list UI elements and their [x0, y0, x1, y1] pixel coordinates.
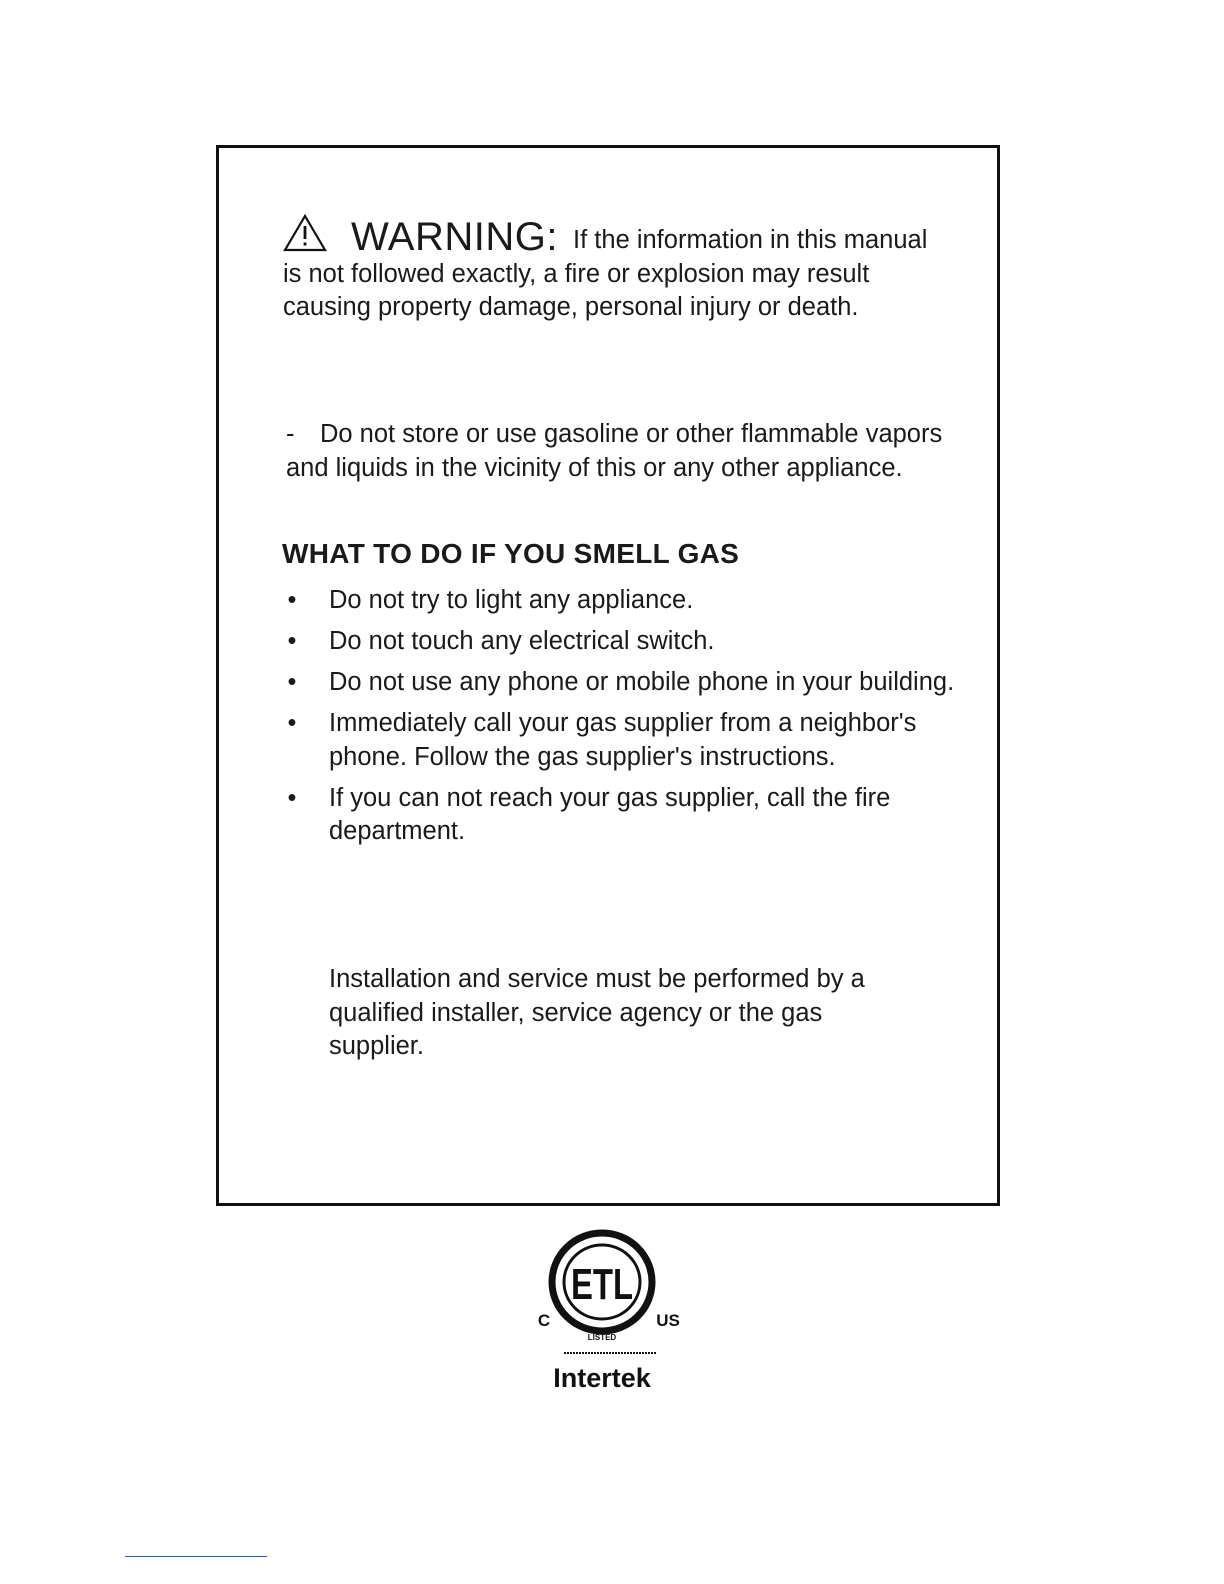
flammable-storage-text: Do not store or use gasoline or other flammable vapors and liquids in the vicinity of this or any other appliance.: [286, 420, 943, 482]
us-label: US: [656, 1311, 680, 1330]
bullet-marker: •: [287, 783, 297, 812]
list-item-text: Do not try to light any appliance.: [329, 586, 694, 614]
bullet-marker: •: [287, 627, 297, 655]
list-item-text: Do not touch any electrical switch.: [329, 627, 715, 655]
warning-statement: [283, 214, 963, 325]
list-item: [282, 666, 962, 700]
installation-note: Installation and service must be performed by a qualified installer, service agency or the gas supplier.: [329, 965, 865, 1060]
warning-text-line-3: causing property damage, personal injury or death.: [283, 293, 859, 321]
list-item: [282, 584, 962, 618]
bullet-marker: •: [287, 709, 297, 737]
list-item: [282, 625, 962, 659]
etl-listed-icon: [534, 1228, 690, 1398]
listed-label: LISTED: [587, 1333, 617, 1342]
canada-label: C: [537, 1311, 551, 1330]
bullet-marker: •: [287, 586, 297, 614]
intertek-brand: Intertek: [553, 1363, 651, 1393]
warning-triangle-icon: [283, 214, 327, 252]
list-item-text: Immediately call your gas supplier from a neighbor's phone. Follow the gas supplier's instructions.: [329, 709, 917, 771]
flammable-storage-notice: [286, 418, 946, 485]
gas-instructions-list: [282, 584, 962, 856]
list-item-text: Do not use any phone or mobile phone in your building.: [329, 668, 955, 696]
list-item-text: If you can not reach your gas supplier, call the fire department.: [329, 783, 891, 845]
warning-box: [216, 145, 1000, 1206]
dash-marker: -: [286, 420, 295, 448]
list-item: [282, 782, 962, 849]
warning-text-line-1: If the information in this manual: [573, 226, 928, 254]
bullet-marker: •: [287, 668, 297, 696]
warning-title: WARNING:: [351, 215, 558, 259]
warning-text-line-2: is not followed exactly, a fire or explosion may result: [283, 259, 870, 288]
list-item: [282, 707, 962, 774]
gas-section-heading: WHAT TO DO IF YOU SMELL GAS: [282, 538, 740, 569]
footer-rule: [125, 1556, 267, 1557]
etl-mark: ETL: [571, 1260, 633, 1309]
